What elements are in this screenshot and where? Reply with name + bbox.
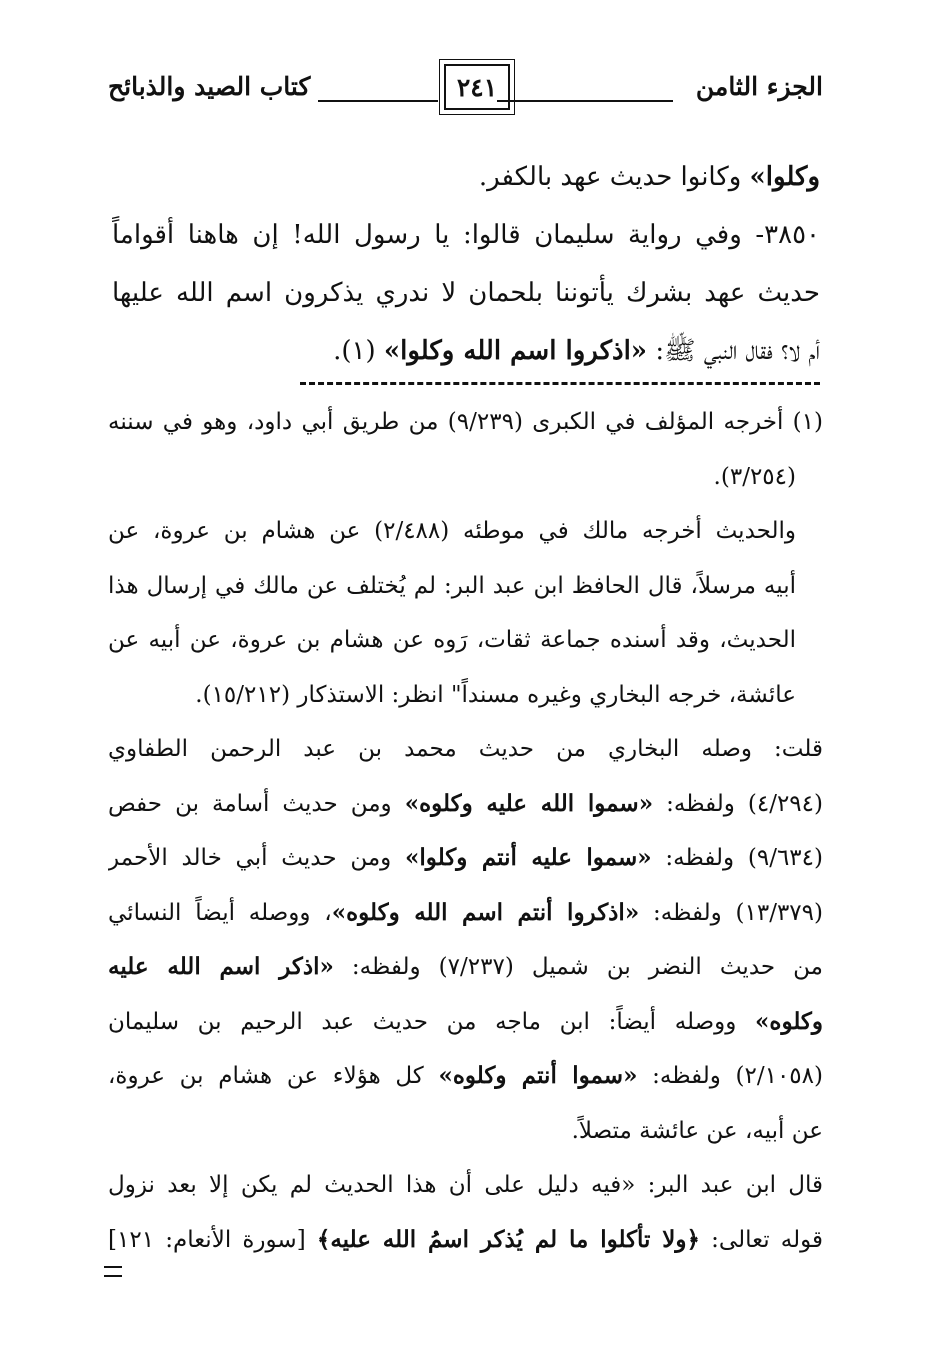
text-segment: (٣/٢٥٤).	[713, 463, 796, 490]
footnote-line	[108, 1107, 823, 1155]
header-rule-right	[497, 100, 673, 102]
text-segment: ٣٨٥٠- وفي رواية سليمان قالوا: يا رسول الله! إن هاهنا أقواماً	[112, 220, 820, 250]
bold-text: «سموا الله عليه وكلوه»	[404, 789, 654, 817]
footnote-line	[108, 889, 823, 937]
text-segment: (١) أخرجه المؤلف في الكبرى (٩/٢٣٩) من طريق أبي داود، وهو في سننه	[108, 409, 823, 435]
footnote-line	[108, 398, 823, 446]
text-segment: من حديث النضر بن شميل (٧/٢٣٧) ولفظه:	[333, 954, 823, 980]
text-segment: قلت: وصله البخاري من حديث محمد بن عبد الرحمن الطفاوي	[108, 736, 823, 762]
text-segment: (٤/٢٩٤) ولفظه:	[653, 790, 823, 817]
book-title: كتاب الصيد والذبائح	[108, 72, 311, 101]
footnote-line	[108, 562, 796, 610]
text-segment: عائشة، خرجه البخاري وغيره مسنداً" انظر: الاستذكار (١٥/٢١٢).	[195, 681, 796, 708]
footnote-line	[108, 1052, 823, 1100]
bold-text: ﴿ولا تأكلوا ما لم يُذكر اسمُ الله عليه﴾	[316, 1225, 701, 1253]
footnote-line	[108, 616, 796, 664]
body-line	[112, 322, 820, 380]
page-number-box	[444, 64, 510, 110]
text-segment: ، ووصله أيضاً النسائي	[108, 899, 332, 926]
text-segment: قال ابن عبد البر: «فيه دليل على أن هذا الحديث لم يكن إلا بعد نزول	[108, 1172, 823, 1198]
footnote-line	[108, 1161, 823, 1209]
bold-text: «سموا عليه أنتم وكلوا»	[405, 844, 652, 871]
bold-text: وكلوه»	[755, 1007, 823, 1035]
footnote-line	[108, 1216, 823, 1264]
text-segment: حديث عهد بشرك يأتوننا بلحمان لا ندري يذكرون اسم الله عليها	[112, 278, 820, 308]
volume-label: الجزء الثامن	[695, 72, 823, 101]
text-segment: أبيه مرسلاً، قال الحافظ ابن عبد البر: لم يُختلف عن مالك في إرسال هذا	[108, 572, 796, 599]
text-segment: (٩/٦٣٤) ولفظه:	[651, 845, 823, 871]
footnote-line	[108, 507, 796, 555]
footnote-line	[108, 725, 823, 773]
bold-text: «اذكر اسم الله عليه	[108, 953, 334, 980]
footnote-line	[108, 453, 796, 501]
text-segment: الحديث، وقد أسنده جماعة ثقات، رَوه عن هشام بن عروة، عن أبيه عن	[108, 627, 796, 653]
text-segment: (٢/١٠٥٨) ولفظه:	[637, 1063, 823, 1089]
header-rule-left	[318, 100, 438, 102]
footnote-line	[108, 998, 823, 1046]
body-line	[112, 148, 820, 206]
footnote-line	[108, 780, 823, 828]
text-segment: كل هؤلاء عن هشام بن عروة،	[108, 1063, 439, 1089]
bold-text: وكلوا»	[749, 162, 820, 192]
text-segment: (١).	[333, 336, 384, 366]
text-segment: ووصله أيضاً: ابن ماجه من حديث عبد الرحيم بن سليمان	[108, 1008, 756, 1035]
end-mark	[104, 1266, 122, 1277]
text-segment: عن أبيه، عن عائشة متصلاً.	[571, 1117, 823, 1144]
text-segment: أم لا؟ فقال النبي ﷺ:	[647, 336, 820, 366]
body-line	[112, 264, 820, 322]
page-header	[108, 62, 823, 120]
text-segment: والحديث أخرجه مالك في موطئه (٢/٤٨٨) عن هشام بن عروة، عن	[108, 518, 796, 544]
page-number: ٢٤١	[456, 72, 498, 102]
text-segment: [سورة الأنعام: ١٢١]	[108, 1226, 317, 1253]
footnote-line	[108, 943, 823, 991]
footnote-line	[108, 671, 796, 719]
bold-text: «اذكروا اسم الله وكلوا»	[383, 336, 648, 366]
bold-text: «اذكروا أنتم اسم الله وكلوه»	[331, 898, 640, 926]
footnote-line	[108, 834, 823, 882]
text-segment: ومن حديث أسامة بن حفص	[108, 790, 405, 817]
bold-text: «سموا أنتم وكلوه»	[438, 1062, 638, 1089]
footnote-separator	[300, 382, 820, 385]
text-segment: قوله تعالى:	[700, 1226, 823, 1253]
text-segment: (١٣/٣٧٩) ولفظه:	[639, 899, 823, 926]
text-segment: وكانوا حديث عهد بالكفر.	[478, 162, 750, 192]
text-segment: ومن حديث أبي خالد الأحمر	[108, 845, 406, 871]
body-line	[112, 206, 820, 264]
